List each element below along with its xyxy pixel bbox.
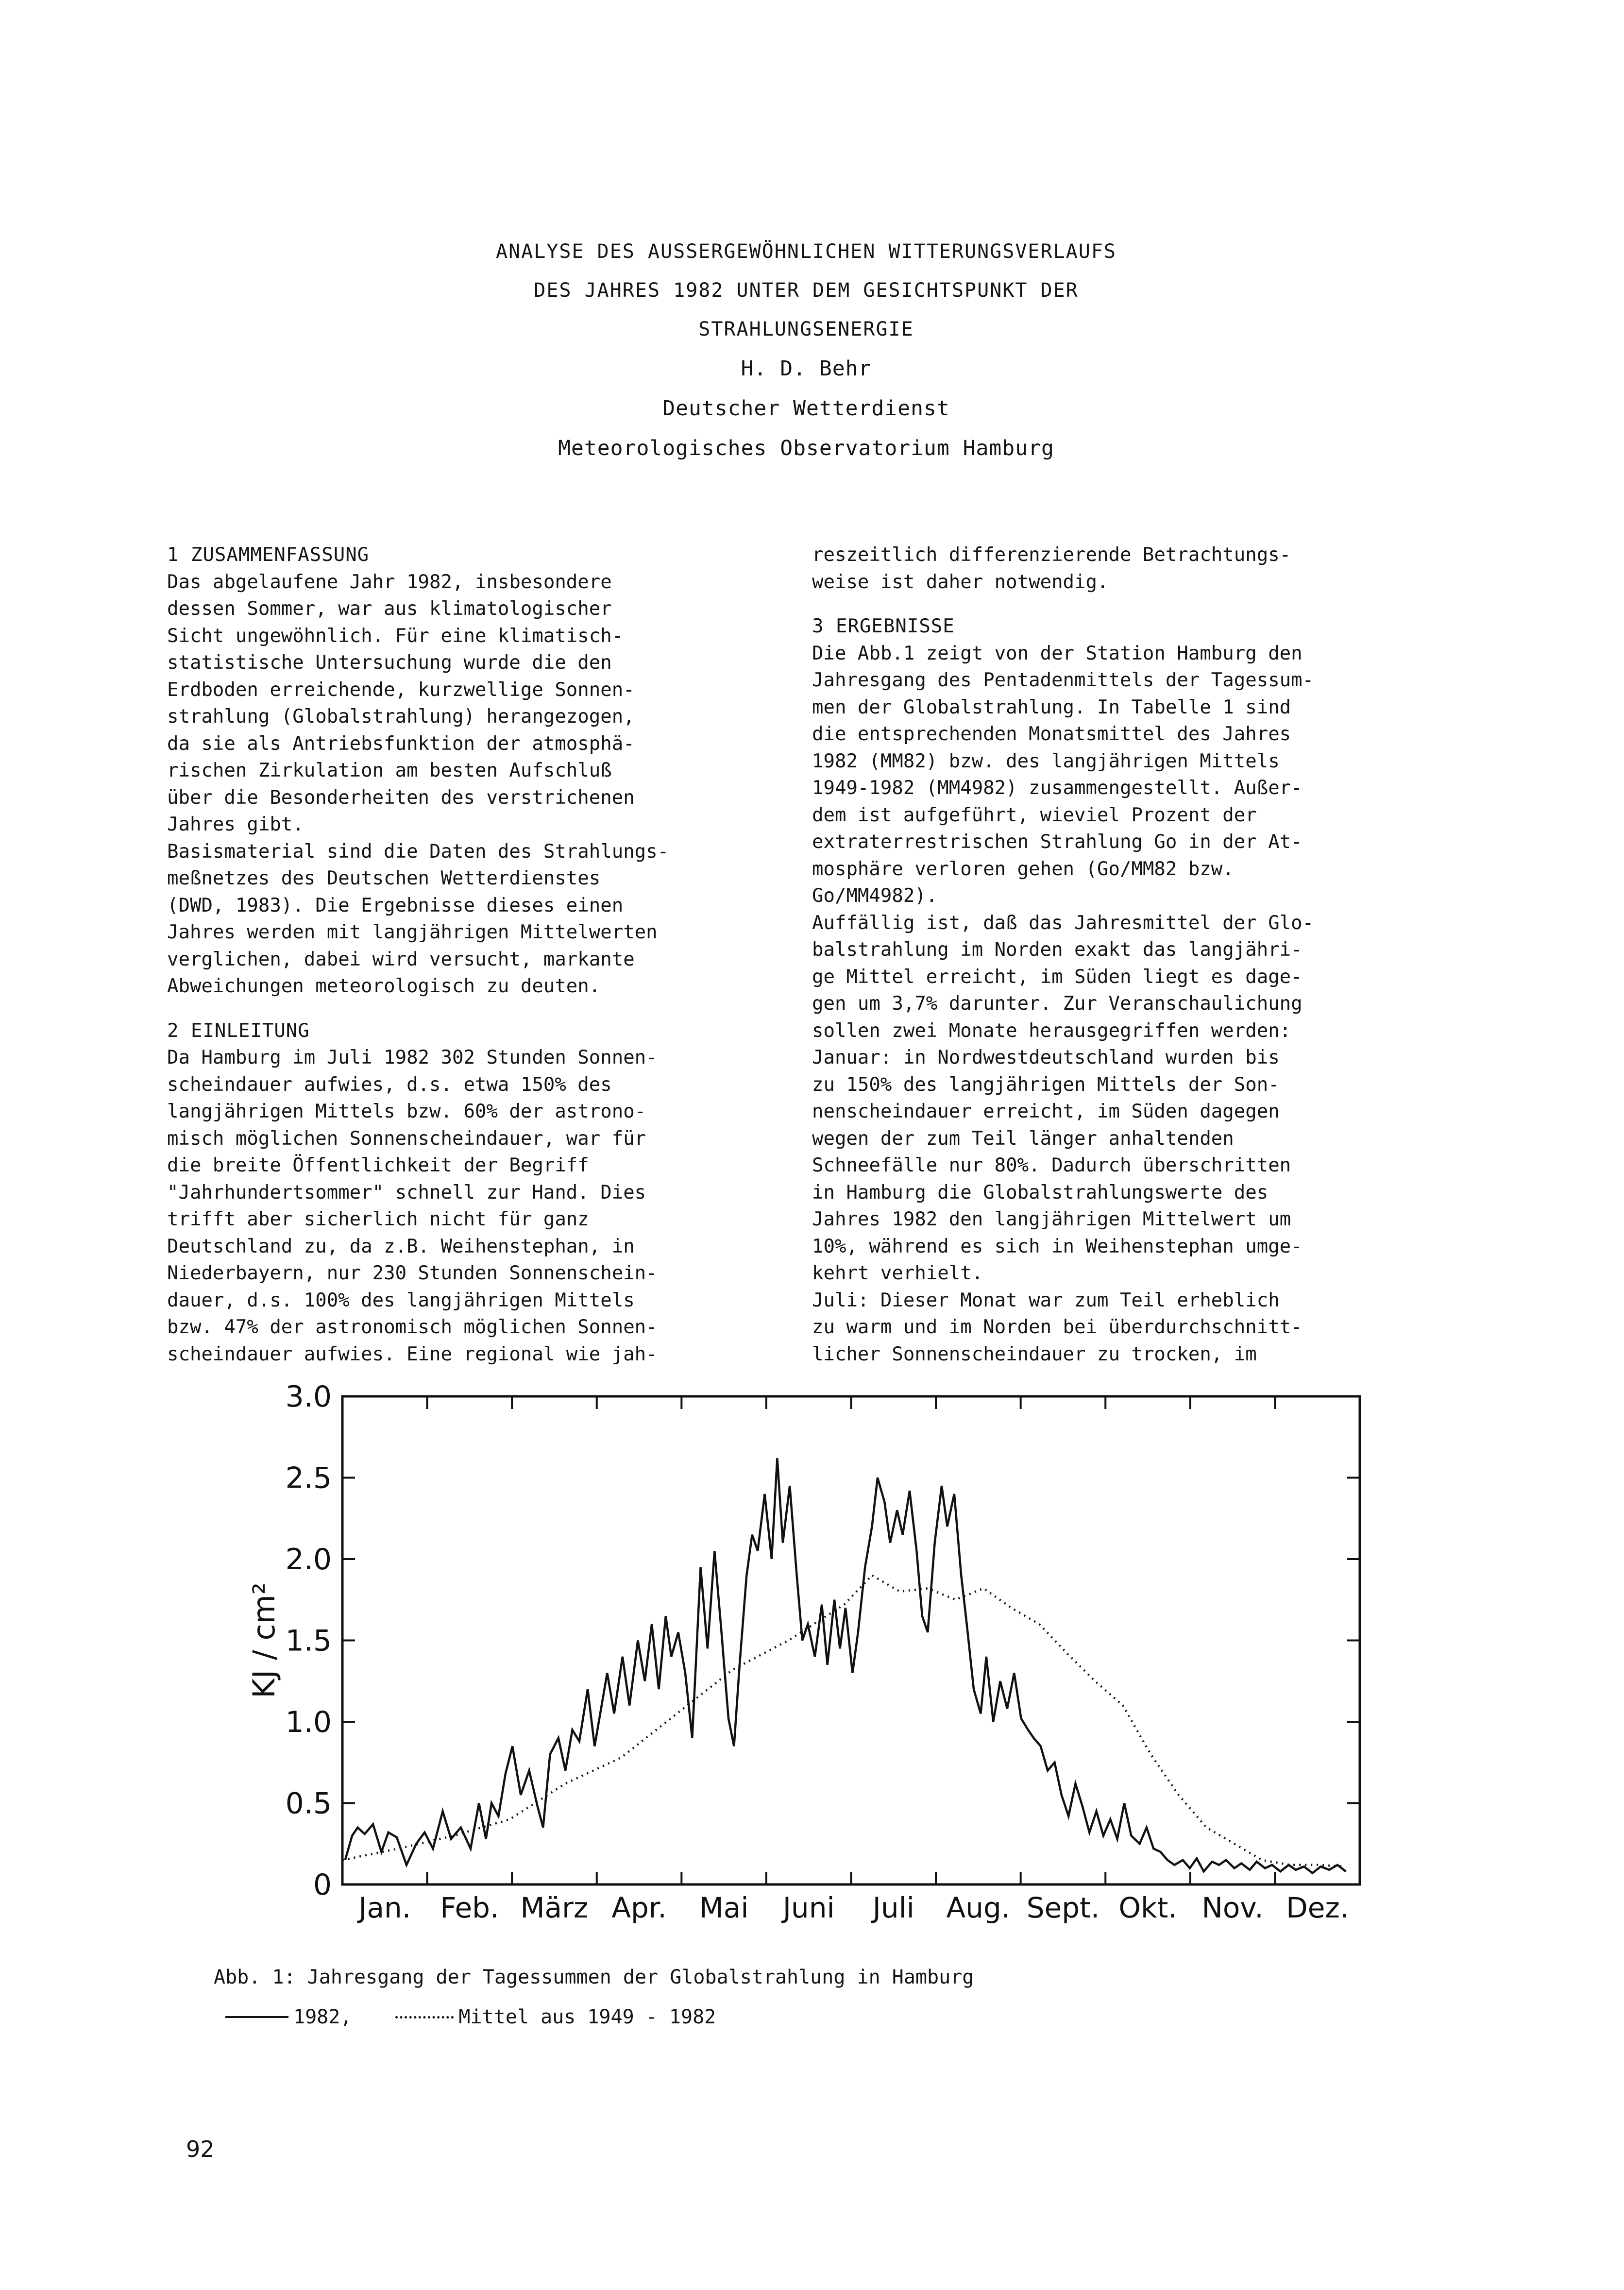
y-tick-label: 2.5	[285, 1461, 332, 1495]
text-line: die breite Öffentlichkeit der Begriff	[167, 1154, 589, 1176]
text-line: die entsprechenden Monatsmittel des Jahres	[812, 723, 1291, 745]
text-line: strahlung (Globalstrahlung) herangezogen,	[167, 706, 635, 728]
text-line: rischen Zirkulation am besten Aufschluß	[167, 760, 612, 781]
section-body-continuation	[812, 542, 1453, 595]
y-tick-label: 0	[313, 1868, 332, 1902]
text-line: Das abgelaufene Jahr 1982, insbesondere	[167, 571, 612, 593]
text-line: extraterrestrischen Strahlung Go in der At-	[812, 831, 1303, 853]
y-tick-label: 2.0	[285, 1543, 332, 1577]
text-line: Jahres 1982 den langjährigen Mittelwert um	[812, 1208, 1291, 1230]
text-line: 1982 (MM82) bzw. des langjährigen Mittels	[812, 750, 1280, 772]
text-line: verglichen, dabei wird versucht, markante	[167, 948, 635, 970]
text-line: Go/MM4982).	[812, 885, 938, 907]
text-line: dem ist aufgeführt, wieviel Prozent der	[812, 804, 1257, 826]
x-tick-label: Juni	[782, 1891, 835, 1923]
x-tick-label: Aug.	[946, 1891, 1011, 1923]
x-tick-label: Apr.	[611, 1891, 667, 1923]
text-line: nenscheindauer erreicht, im Süden dagegen	[812, 1101, 1280, 1122]
text-line: Deutschland zu, da z.B. Weihenstephan, in	[167, 1235, 635, 1257]
figure-caption	[214, 1957, 1476, 2037]
x-tick-label: März	[520, 1891, 589, 1923]
chart-legend	[214, 1997, 1476, 2037]
affiliation-1: Deutscher Wetterdienst	[662, 396, 950, 421]
x-tick-label: Feb.	[440, 1891, 499, 1923]
section-heading-zusammenfassung: 1 ZUSAMMENFASSUNG	[167, 544, 370, 566]
section-body-ergebnisse	[812, 640, 1453, 1368]
text-line: scheindauer aufwies, d.s. etwa 150% des	[167, 1073, 612, 1096]
text-line: Juli: Dieser Monat war zum Teil erheblich	[812, 1289, 1280, 1311]
text-line: Jahres gibt.	[167, 814, 304, 835]
text-line: Jahresgang des Pentadenmittels der Tagessum-	[812, 669, 1314, 691]
text-line: 1949-1982 (MM4982) zusammengestellt. Außer-	[812, 777, 1303, 799]
legend-solid-line	[225, 2016, 288, 2018]
section-heading-einleitung: 2 EINLEITUNG	[167, 1019, 310, 1042]
text-line: Da Hamburg im Juli 1982 302 Stunden Sonnen-	[167, 1047, 658, 1069]
title-line-3: STRAHLUNGSENERGIE	[698, 318, 914, 340]
page-number: 92	[186, 2136, 215, 2162]
text-line: "Jahrhundertsommer" schnell zur Hand. Dies	[167, 1181, 646, 1204]
paper-header	[291, 232, 1321, 468]
caption-text: Abb. 1: Jahresgang der Tagessummen der Globalstrahlung in Hamburg	[214, 1966, 974, 1988]
y-tick-label: 0.5	[285, 1786, 332, 1821]
text-line: dauer, d.s. 100% des langjährigen Mittels	[167, 1289, 635, 1311]
title-line-2: DES JAHRES 1982 UNTER DEM GESICHTSPUNKT DER	[534, 279, 1079, 302]
text-line: Basismaterial sind die Daten des Strahlungs-	[167, 840, 669, 863]
text-line: in Hamburg die Globalstrahlungswerte des	[812, 1181, 1269, 1204]
text-line: balstrahlung im Norden exakt das langjähri-	[812, 939, 1303, 961]
text-line: ge Mittel erreicht, im Süden liegt es dage-	[812, 966, 1303, 988]
section-body-einleitung	[167, 1044, 808, 1368]
figure-1-chart	[228, 1379, 1384, 1923]
text-line: reszeitlich differenzierende Betrachtungs-	[812, 544, 1291, 566]
text-line: men der Globalstrahlung. In Tabelle 1 sind	[812, 696, 1291, 718]
text-line: Auffällig ist, daß das Jahresmittel der Glo-	[812, 912, 1314, 934]
text-line: da sie als Antriebsfunktion der atmosphä-	[167, 732, 635, 755]
text-line: trifft aber sicherlich nicht für ganz	[167, 1208, 589, 1230]
text-line: bzw. 47% der astronomisch möglichen Sonnen-	[167, 1316, 658, 1338]
y-axis-label: KJ / cm²	[246, 1582, 282, 1698]
legend-label-1982: 1982,	[293, 2006, 352, 2028]
legend-label-mean: Mittel aus 1949 - 1982	[458, 2006, 716, 2028]
series-line-1982	[345, 1458, 1346, 1873]
x-tick-label: Okt.	[1118, 1891, 1177, 1923]
title-line-1: ANALYSE DES AUSSERGEWÖHNLICHEN WITTERUNGSVERLAUFS	[495, 240, 1117, 263]
text-line: misch möglichen Sonnenscheindauer, war für	[167, 1127, 646, 1150]
text-line: mosphäre verloren gehen (Go/MM82 bzw.	[812, 858, 1234, 880]
text-line: weise ist daher notwendig.	[812, 571, 1109, 593]
text-line: (DWD, 1983). Die Ergebnisse dieses einen	[167, 894, 624, 916]
x-tick-label: Jan.	[358, 1891, 411, 1923]
x-tick-label: Dez.	[1286, 1891, 1349, 1923]
text-line: Abweichungen meteorologisch zu deuten.	[167, 975, 601, 997]
x-tick-label: Sept.	[1026, 1891, 1100, 1923]
text-line: zu warm und im Norden bei überdurchschnitt-	[812, 1316, 1303, 1338]
text-line: scheindauer aufwies. Eine regional wie jah-	[167, 1343, 658, 1365]
text-line: zu 150% des langjährigen Mittels der Son-	[812, 1073, 1280, 1096]
text-line: Die Abb.1 zeigt von der Station Hamburg den	[812, 642, 1303, 664]
text-line: Jahres werden mit langjährigen Mittelwerten	[167, 921, 658, 943]
right-column	[812, 542, 1453, 1368]
author: H. D. Behr	[741, 356, 872, 381]
left-column	[167, 542, 808, 1368]
text-line: Niederbayern, nur 230 Stunden Sonnenschein-	[167, 1262, 658, 1284]
text-line: statistische Untersuchung wurde die den	[167, 652, 612, 674]
text-line: über die Besonderheiten des verstrichenen	[167, 786, 635, 809]
text-line: Januar: in Nordwestdeutschland wurden bis	[812, 1047, 1280, 1069]
section-heading-ergebnisse: 3 ERGEBNISSE	[812, 615, 955, 637]
y-tick-label: 1.0	[285, 1705, 332, 1739]
x-tick-label: Nov.	[1201, 1891, 1264, 1923]
section-body-zusammenfassung	[167, 569, 808, 1000]
text-line: Erdboden erreichende, kurzwellige Sonnen-	[167, 679, 635, 701]
x-tick-label: Juli	[872, 1891, 914, 1923]
text-line: meßnetzes des Deutschen Wetterdienstes	[167, 867, 601, 889]
text-line: wegen der zum Teil länger anhaltenden	[812, 1127, 1234, 1150]
y-tick-label: 3.0	[285, 1380, 332, 1414]
text-line: kehrt verhielt.	[812, 1262, 983, 1284]
text-line: 10%, während es sich in Weihenstephan umge-	[812, 1235, 1303, 1257]
text-line: langjährigen Mittels bzw. 60% der astrono-	[167, 1101, 646, 1122]
affiliation-2: Meteorologisches Observatorium Hamburg	[558, 436, 1054, 460]
text-line: Schneefälle nur 80%. Dadurch überschritten	[812, 1154, 1291, 1176]
y-tick-label: 1.5	[285, 1624, 332, 1658]
text-line: sollen zwei Monate herausgegriffen werden:	[812, 1019, 1291, 1042]
text-line: dessen Sommer, war aus klimatologischer	[167, 598, 612, 620]
text-line: licher Sonnenscheindauer zu trocken, im	[812, 1343, 1257, 1365]
x-tick-label: Mai	[699, 1891, 749, 1923]
chart-svg	[228, 1379, 1384, 1923]
text-line: gen um 3,7% darunter. Zur Veranschaulichung	[812, 993, 1303, 1015]
legend-dotted-line	[395, 2016, 454, 2019]
text-line: Sicht ungewöhnlich. Für eine klimatisch-	[167, 625, 624, 647]
